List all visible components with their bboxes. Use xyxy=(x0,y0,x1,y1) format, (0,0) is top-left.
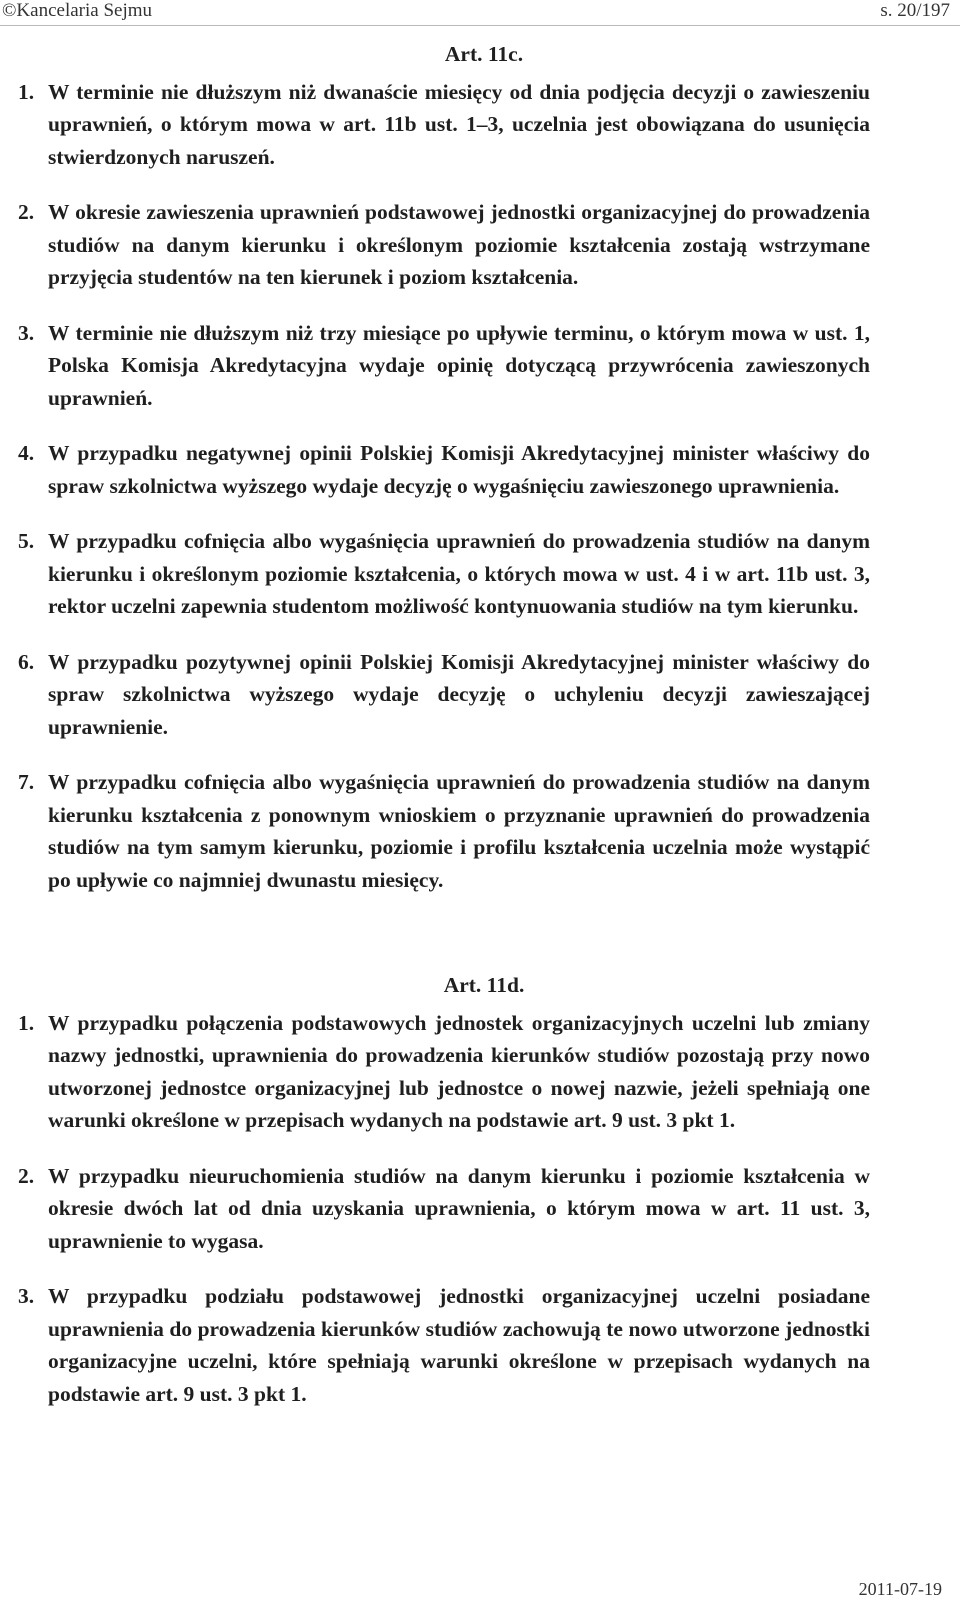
paragraph-number: 7. xyxy=(18,770,35,794)
article-title: Art. 11d. xyxy=(443,973,525,997)
paragraph-number: 1. xyxy=(18,79,35,104)
page-header xyxy=(0,0,960,26)
paragraph xyxy=(18,76,870,174)
paragraph xyxy=(18,1160,870,1258)
paragraph-text: W przypadku negatywnej opinii Polskiej Komisji Akredytacyjnej minister właściwy do spraw szkolnictwa wyższego wydaje decyzję o wygaśnięciu zawieszonego uprawnienia. xyxy=(48,441,870,498)
paragraph-text: W przypadku podziału podstawowej jednostki organizacyjnej uczelni posiadane uprawnienia do prowadzenia kierunków studiów zachowują te nowo utworzone jednostki organizacyjne uczelni, które spełniają warunki określone w przepisach wydanych na podstawie art. 9 ust. 3 pkt 1. xyxy=(48,1284,870,1406)
paragraph-text: W terminie nie dłuższym niż trzy miesiące po upływie terminu, o którym mowa w ust. 1, Polska Komisja Akredytacyjna wydaje opinię dotyczącą przywrócenia zawieszonych uprawnień. xyxy=(48,320,870,410)
paragraph-number: 3. xyxy=(18,320,35,345)
paragraph xyxy=(18,317,870,415)
document-date: 2011-07-19 xyxy=(858,1579,942,1599)
paragraph-number: 6. xyxy=(18,649,35,674)
paragraph xyxy=(18,1007,870,1137)
paragraph-text: W okresie zawieszenia uprawnień podstawowej jednostki organizacyjnej do prowadzenia studiów na danym kierunku i określonym poziomie kształcenia zostają wstrzymane przyjęcia studentów na ten kierunek i poziom kształcenia. xyxy=(48,200,870,289)
paragraph-text: W przypadku cofnięcia albo wygaśnięcia uprawnień do prowadzenia studiów na danym kierunku i określonym poziomie kształcenia, o których mowa w ust. 4 i w art. 11b ust. 3, rektor uczelni zapewnia studentom możliwość kontynuowania studiów na tym kierunku. xyxy=(48,529,870,618)
article-title: Art. 11c. xyxy=(444,42,524,66)
paragraph-number: 3. xyxy=(18,1284,35,1308)
paragraph-text: W przypadku pozytywnej opinii Polskiej Komisji Akredytacyjnej minister właściwy do spraw szkolnictwa wyższego wydaje decyzję o uchyleniu decyzji zawieszającej uprawnienie. xyxy=(48,649,870,739)
paragraph-number: 2. xyxy=(18,200,35,224)
paragraph xyxy=(18,1280,870,1410)
paragraph-number: 1. xyxy=(18,1010,35,1035)
paragraph-number: 2. xyxy=(18,1163,35,1188)
document-body xyxy=(18,38,870,1433)
paragraph-number: 4. xyxy=(18,441,35,465)
page-number: s. 20/197 xyxy=(880,0,950,21)
paragraph-text: W przypadku nieuruchomienia studiów na danym kierunku i poziomie kształcenia w okresie dwóch lat od dnia uzyskania uprawnienia, o którym mowa w art. 11 ust. 3, uprawnienie to wygasa. xyxy=(48,1163,870,1253)
publisher-label: ©Kancelaria Sejmu xyxy=(2,0,153,21)
paragraph xyxy=(18,437,870,502)
paragraph-text: W terminie nie dłuższym niż dwanaście miesięcy od dnia podjęcia decyzji o zawieszeniu uprawnień, o którym mowa w art. 11b ust. 1–3, uczelnia jest obowiązana do usunięcia stwierdzonych naruszeń. xyxy=(48,79,870,169)
paragraph xyxy=(18,525,870,623)
paragraph xyxy=(18,196,870,294)
header-divider xyxy=(0,25,960,26)
paragraph-number: 5. xyxy=(18,529,35,553)
paragraph xyxy=(18,646,870,744)
article-spacer xyxy=(18,919,870,969)
paragraph-text: W przypadku cofnięcia albo wygaśnięcia uprawnień do prowadzenia studiów na danym kierunku kształcenia z ponownym wnioskiem o przyznanie uprawnień do prowadzenia studiów na tym samym kierunku, poziomie i profilu kształcenia uczelnia może wystąpić po upływie co najmniej dwunastu miesięcy. xyxy=(48,770,870,892)
paragraph xyxy=(18,766,870,896)
paragraph-text: W przypadku połączenia podstawowych jednostek organizacyjnych uczelni lub zmiany nazwy jednostki, uprawnienia do prowadzenia kierunków studiów pozostają przy nowo utworzonej jednostce organizacyjnej lub jednostce o nowej nazwie, jeżeli spełniają one warunki określone w przepisach wydanych na podstawie art. 9 ust. 3 pkt 1. xyxy=(48,1010,870,1132)
